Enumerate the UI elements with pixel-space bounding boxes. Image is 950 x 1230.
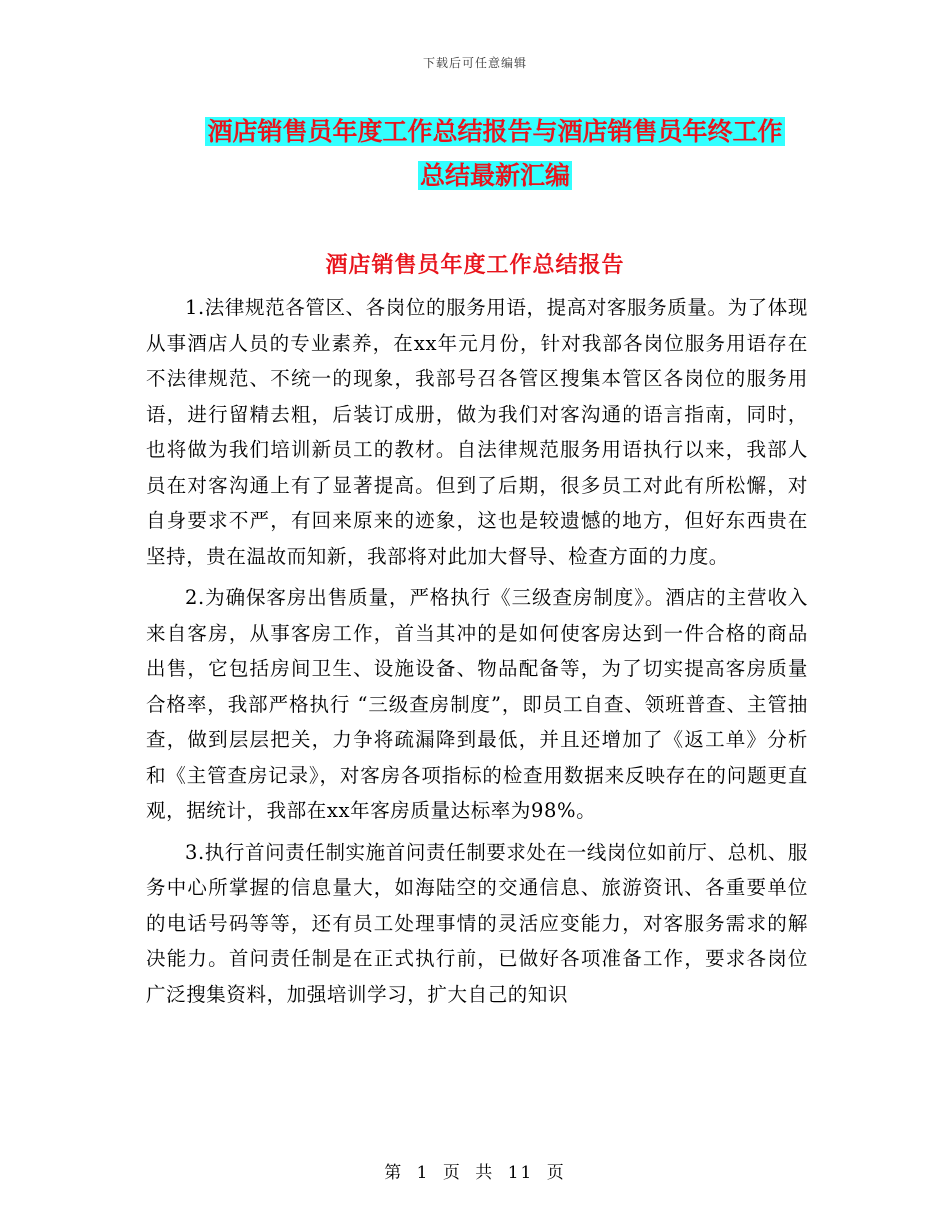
paragraph-1: 1.法律规范各管区、各岗位的服务用语，提高对客服务质量。为了体现从事酒店人员的专业素养，在xx年元月份，针对我部各岗位服务用语存在不法律规范、不统一的现象，我部号召各管区搜集本管区各岗位的服务用语，进行留精去粗，后装订成册，做为我们对客沟通的语言指南，同时，也将做为我们培训新员工的教材。自法律规范服务用语执行以来，我部人员在对客沟通上有了显著提高。但到了后期，很多员工对此有所松懈，对自身要求不严，有回来原来的迹象，这也是较遗憾的地方，但好东西贵在坚持，贵在温故而知新，我部将对此加大督导、检查方面的力度。 xyxy=(146,296,808,568)
paragraph-3: 3.执行首问责任制实施首问责任制要求处在一线岗位如前厅、总机、服务中心所掌握的信息量大，如海陆空的交通信息、旅游资讯、各重要单位的电话号码等等，还有员工处理事情的灵活应变能力，对客服务需求的解决能力。首问责任制是在正式执行前，已做好各项准备工作，要求各岗位广泛搜集资料，加强培训学习，扩大自己的知识 xyxy=(146,840,808,1006)
document-title-line-2: 总结最新汇编 xyxy=(419,161,570,190)
footer-suffix: 页 xyxy=(546,1163,566,1183)
footer-page-label: 页 xyxy=(442,1163,462,1183)
footer-total-pages: 11 xyxy=(507,1163,534,1183)
document-body xyxy=(146,290,808,1018)
document-title xyxy=(130,110,860,198)
section-title: 酒店销售员年度工作总结报告 xyxy=(325,252,625,278)
footer-prefix: 第 xyxy=(384,1163,404,1183)
document-title-line-1: 酒店销售员年度工作总结报告与酒店销售员年终工作 xyxy=(207,117,783,146)
page-footer xyxy=(0,1158,950,1183)
footer-total-label: 共 xyxy=(475,1163,495,1183)
header-note: 下载后可任意编辑 xyxy=(422,56,527,70)
footer-page-number: 1 xyxy=(416,1163,430,1183)
paragraph-2: 2.为确保客房出售质量，严格执行《三级查房制度》。酒店的主营收入来自客房，从事客房工作，首当其冲的是如何使客房达到一件合格的商品出售，它包括房间卫生、设施设备、物品配备等，为了切实提高客房质量合格率，我部严格执行 “三级查房制度”，即员工自查、领班普查、主管抽查，做到层层把关，力争将疏漏降到最低，并且还增加了《返工单》分析和《主管查房记录》，对客房各项指标的检查用数据来反映存在的问题更直观，据统计，我部在xx年客房质量达标率为98%。 xyxy=(146,586,808,822)
